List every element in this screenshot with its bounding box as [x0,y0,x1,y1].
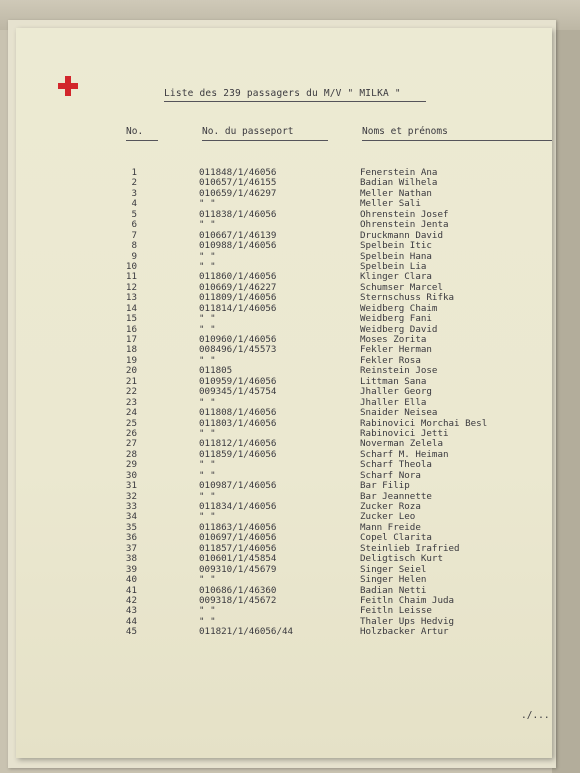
passport-number: " " [199,250,216,262]
passenger-name: Scharf Theola [360,459,432,471]
passport-number: " " [199,260,216,272]
row-number: 9 [131,250,137,262]
header-no-underline [126,140,158,141]
table-row [16,627,552,637]
passenger-name: Spelbein Itic [360,240,432,252]
passport-number: 010667/1/46139 [199,229,277,241]
row-number: 31 [125,480,137,492]
table-row [16,304,552,314]
passenger-name: Noverman Zelela [360,438,443,450]
row-number: 30 [125,469,137,481]
header-name-underline [362,140,552,141]
table-row [16,502,552,512]
passport-number: 011863/1/46056 [199,521,277,533]
passport-number: 009345/1/45754 [199,386,277,398]
table-row [16,314,552,324]
row-number: 42 [125,594,137,606]
table-row [16,220,552,230]
table-row [16,565,552,575]
passport-number: 011805 [199,365,233,377]
title-underline [164,101,426,102]
passenger-list [16,168,552,638]
row-number: 19 [125,354,137,366]
passenger-name: Spelbein Hana [360,250,432,262]
table-row [16,398,552,408]
row-number: 29 [125,459,137,471]
row-number: 36 [125,532,137,544]
row-number: 14 [125,302,137,314]
row-number: 27 [125,438,137,450]
passport-number: 011848/1/46056 [199,167,277,178]
passport-number: " " [199,574,216,586]
table-row [16,586,552,596]
passport-number: 010987/1/46056 [199,480,277,492]
passport-number: " " [199,427,216,439]
passport-number: 010959/1/46056 [199,375,277,387]
passenger-name: Holzbacker Artur [360,626,449,638]
passenger-name: Singer Seiel [360,563,427,575]
passenger-name: Meller Nathan [360,187,432,199]
table-row [16,408,552,418]
table-row [16,429,552,439]
passport-number: 011860/1/46056 [199,271,277,283]
passport-number: " " [199,615,216,627]
table-row [16,272,552,282]
passenger-name: Moses Zorita [360,334,427,345]
passenger-name: Singer Helen [360,574,427,586]
row-number: 18 [125,344,137,356]
passenger-name: Snaider Neisea [360,407,438,419]
passenger-name: Fekler Rosa [360,354,421,366]
passport-number: 011821/1/46056/44 [199,626,294,638]
passport-number: 011814/1/46056 [199,302,277,314]
red-cross-icon [58,76,78,96]
passport-number: 011838/1/46056 [199,208,277,220]
passenger-name: Mann Freide [360,521,421,533]
row-number: 2 [131,177,137,189]
passenger-name: Badian Netti [360,584,427,596]
passport-number: 010669/1/46227 [199,281,277,293]
table-row [16,387,552,397]
passport-number: 010988/1/46056 [199,240,277,252]
row-number: 35 [125,521,137,533]
passenger-name: Bar Filip [360,480,410,492]
row-number: 6 [131,219,137,231]
table-row [16,471,552,481]
passenger-name: Fekler Herman [360,344,432,356]
table-row [16,450,552,460]
table-row [16,241,552,251]
passport-number: 011803/1/46056 [199,417,277,429]
continuation-mark: ./... [521,710,550,721]
row-number: 1 [131,167,137,178]
passenger-name: Weidberg Fani [360,313,432,325]
row-number: 16 [125,323,137,335]
row-number: 12 [125,281,137,293]
table-row [16,575,552,585]
row-number: 13 [125,292,137,304]
document-title: Liste des 239 passagers du M/V " MILKA " [164,88,401,99]
row-number: 4 [131,198,137,210]
passenger-name: Ohrenstein Josef [360,208,449,220]
table-row [16,178,552,188]
row-number: 17 [125,334,137,345]
row-number: 10 [125,260,137,272]
passport-number: " " [199,459,216,471]
row-number: 24 [125,407,137,419]
row-number: 28 [125,448,137,460]
passport-number: 010659/1/46297 [199,187,277,199]
table-row [16,512,552,522]
row-number: 44 [125,615,137,627]
table-row [16,554,552,564]
passport-number: " " [199,313,216,325]
passenger-name: Jhaller Georg [360,386,432,398]
header-passport-underline [202,140,328,141]
row-number: 5 [131,208,137,220]
table-row [16,606,552,616]
passport-number: " " [199,511,216,523]
passenger-name: Feitln Chaim Juda [360,594,455,606]
row-number: 37 [125,542,137,554]
table-row [16,335,552,345]
desk-background-right [552,30,580,773]
passport-number: 010697/1/46056 [199,532,277,544]
passenger-name: Feitln Leisse [360,605,432,617]
table-row [16,168,552,178]
table-row [16,345,552,355]
passenger-name: Ohrenstein Jenta [360,219,449,231]
table-row [16,544,552,554]
passport-number: 011809/1/46056 [199,292,277,304]
passport-number: 011812/1/46056 [199,438,277,450]
passenger-name: Weidberg Chaim [360,302,438,314]
passenger-name: Jhaller Ella [360,396,427,408]
passport-number: 009310/1/45679 [199,563,277,575]
table-row [16,596,552,606]
passenger-name: Scharf M. Heiman [360,448,449,460]
passenger-name: Rabinovici Morchai Besl [360,417,488,429]
passport-number: 010657/1/46155 [199,177,277,189]
passenger-name: Deligtisch Kurt [360,553,443,565]
passenger-name: Fenerstein Ana [360,167,438,178]
table-row [16,262,552,272]
passenger-name: Zucker Leo [360,511,416,523]
row-number: 25 [125,417,137,429]
row-number: 20 [125,365,137,377]
passenger-name: Druckmann David [360,229,443,241]
passenger-name: Thaler Ups Hedvig [360,615,455,627]
passport-number: 011808/1/46056 [199,407,277,419]
passport-number: 010960/1/46056 [199,334,277,345]
passport-number: 011859/1/46056 [199,448,277,460]
row-number: 40 [125,574,137,586]
row-number: 15 [125,313,137,325]
row-number: 22 [125,386,137,398]
passenger-name: Scharf Nora [360,469,421,481]
table-row [16,210,552,220]
row-number: 34 [125,511,137,523]
row-number: 8 [131,240,137,252]
passport-number: " " [199,396,216,408]
passport-number: " " [199,198,216,210]
passport-number: 008496/1/45573 [199,344,277,356]
passenger-name: Steinlieb Irafried [360,542,460,554]
table-row [16,460,552,470]
table-row [16,199,552,209]
row-number: 45 [125,626,137,638]
passenger-name: Bar Jeannette [360,490,432,502]
row-number: 41 [125,584,137,596]
passenger-name: Badian Wilhela [360,177,438,189]
row-number: 39 [125,563,137,575]
passport-number: 011834/1/46056 [199,501,277,512]
header-name: Noms et prénoms [362,126,448,137]
table-row [16,325,552,335]
table-row [16,419,552,429]
table-row [16,189,552,199]
row-number: 26 [125,427,137,439]
table-row [16,366,552,376]
table-row [16,231,552,241]
row-number: 33 [125,501,137,512]
table-row [16,283,552,293]
row-number: 38 [125,553,137,565]
passport-number: 011857/1/46056 [199,542,277,554]
row-number: 3 [131,187,137,199]
passenger-name: Meller Sali [360,198,421,210]
row-number: 21 [125,375,137,387]
passenger-name: Reinstein Jose [360,365,438,377]
passenger-name: Klinger Clara [360,271,432,283]
passenger-name: Spelbein Lia [360,260,427,272]
passport-number: " " [199,490,216,502]
passport-number: " " [199,354,216,366]
header-passport: No. du passeport [202,126,294,137]
passenger-name: Weidberg David [360,323,438,335]
row-number: 32 [125,490,137,502]
table-row [16,252,552,262]
passport-number: " " [199,219,216,231]
passenger-name: Rabinovici Jetti [360,427,449,439]
row-number: 43 [125,605,137,617]
passport-number: 010601/1/45854 [199,553,277,565]
passenger-name: Sternschuss Rifka [360,292,455,304]
passport-number: " " [199,469,216,481]
passport-number: 010686/1/46360 [199,584,277,596]
row-number: 11 [125,271,137,283]
row-number: 7 [131,229,137,241]
table-row [16,293,552,303]
table-row [16,481,552,491]
passenger-name: Littman Sana [360,375,427,387]
table-row [16,492,552,502]
table-row [16,523,552,533]
table-row [16,377,552,387]
passport-number: " " [199,605,216,617]
passport-number: " " [199,323,216,335]
table-row [16,439,552,449]
table-row [16,356,552,366]
passenger-name: Zucker Roza [360,501,421,512]
passport-number: 009318/1/45672 [199,594,277,606]
passenger-name: Schumser Marcel [360,281,443,293]
row-number: 23 [125,396,137,408]
document-page [16,28,552,758]
passenger-name: Copel Clarita [360,532,432,544]
header-no: No. [126,126,144,137]
table-row [16,533,552,543]
